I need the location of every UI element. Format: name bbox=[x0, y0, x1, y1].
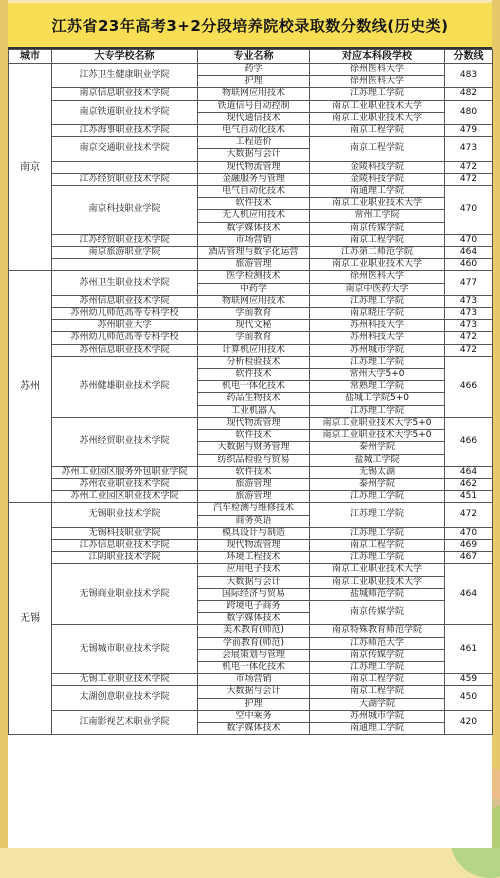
major-cell: 现代物流管理 bbox=[198, 417, 310, 429]
table-row bbox=[9, 417, 493, 429]
college-cell: 苏州工业园区职业技术学院 bbox=[52, 491, 198, 503]
university-cell: 南京工业职业技术大学5+0 bbox=[310, 430, 445, 442]
major-cell: 学前教育(师范) bbox=[198, 637, 310, 649]
table-row bbox=[9, 674, 493, 686]
major-cell: 物联网应用技术 bbox=[198, 295, 310, 307]
university-cell: 江苏理工学院 bbox=[310, 356, 445, 368]
university-cell: 泰州学院 bbox=[310, 442, 445, 454]
university-cell: 江苏理工学院 bbox=[310, 295, 445, 307]
score-cell: 473 bbox=[445, 320, 493, 332]
university-cell: 苏州城市学院 bbox=[310, 710, 445, 722]
score-cell: 472 bbox=[445, 161, 493, 173]
table-row bbox=[9, 539, 493, 551]
major-cell: 大数据与财务管理 bbox=[198, 442, 310, 454]
major-cell: 护理 bbox=[198, 76, 310, 88]
university-cell: 常熟理工学院 bbox=[310, 381, 445, 393]
university-cell: 南京工程学院 bbox=[310, 686, 445, 698]
university-cell: 南京工业职业技术大学 bbox=[310, 198, 445, 210]
major-cell: 药学 bbox=[198, 64, 310, 76]
college-cell: 南京科技职业学院 bbox=[52, 186, 198, 235]
university-cell: 南京传媒学院 bbox=[310, 649, 445, 661]
table-row bbox=[9, 686, 493, 698]
college-cell: 苏州幼儿师范高等专科学校 bbox=[52, 332, 198, 344]
score-cell: 451 bbox=[445, 491, 493, 503]
university-cell: 南通理工学院 bbox=[310, 722, 445, 734]
university-cell: 大湖学院 bbox=[310, 698, 445, 710]
score-cell: 479 bbox=[445, 125, 493, 137]
major-cell: 现代通信技术 bbox=[198, 112, 310, 124]
major-cell: 国际经济与贸易 bbox=[198, 588, 310, 600]
university-cell: 南京工程学院 bbox=[310, 234, 445, 246]
major-cell: 现代文秘 bbox=[198, 320, 310, 332]
university-cell: 徐州医科大学 bbox=[310, 271, 445, 283]
major-cell: 物联网应用技术 bbox=[198, 88, 310, 100]
university-cell: 南京工业职业技术大学 bbox=[310, 100, 445, 112]
college-cell: 南京交通职业技术学院 bbox=[52, 137, 198, 161]
major-cell: 市场营销 bbox=[198, 674, 310, 686]
table-row bbox=[9, 503, 493, 515]
major-cell: 分析检验技术 bbox=[198, 356, 310, 368]
university-cell: 南通理工学院 bbox=[310, 186, 445, 198]
city-cell: 苏州 bbox=[9, 271, 52, 503]
score-cell: 460 bbox=[445, 259, 493, 271]
table-row bbox=[9, 161, 493, 173]
university-cell: 江苏师范大学 bbox=[310, 637, 445, 649]
table-row bbox=[9, 88, 493, 100]
university-cell: 徐州医科大学 bbox=[310, 64, 445, 76]
major-cell: 现代物流管理 bbox=[198, 161, 310, 173]
university-cell: 南京工业职业技术大学 bbox=[310, 576, 445, 588]
college-cell: 苏州经贸职业技术学院 bbox=[52, 417, 198, 466]
major-cell: 软件技术 bbox=[198, 430, 310, 442]
city-cell: 南京 bbox=[9, 64, 52, 271]
score-cell: 464 bbox=[445, 564, 493, 625]
header-major: 专业名称 bbox=[198, 50, 310, 64]
university-cell: 南京工业职业技术大学 bbox=[310, 112, 445, 124]
table-row bbox=[9, 64, 493, 76]
score-cell: 473 bbox=[445, 295, 493, 307]
major-cell: 软件技术 bbox=[198, 198, 310, 210]
major-cell: 现代物流管理 bbox=[198, 539, 310, 551]
table-row bbox=[9, 308, 493, 320]
university-cell: 苏州科技大学 bbox=[310, 332, 445, 344]
major-cell: 模具设计与制造 bbox=[198, 527, 310, 539]
university-cell: 徐州医科大学 bbox=[310, 76, 445, 88]
score-cell: 464 bbox=[445, 466, 493, 478]
city-cell: 无锡 bbox=[9, 503, 52, 735]
major-cell: 酒店管理与数字化运营 bbox=[198, 247, 310, 259]
major-cell: 大数据与会计 bbox=[198, 576, 310, 588]
table-row bbox=[9, 710, 493, 722]
university-cell: 无锡太湖 bbox=[310, 466, 445, 478]
major-cell: 数字媒体技术 bbox=[198, 222, 310, 234]
score-cell: 472 bbox=[445, 503, 493, 527]
table-row bbox=[9, 625, 493, 637]
university-cell: 江苏理工学院 bbox=[310, 552, 445, 564]
college-cell: 苏州信息职业技术学院 bbox=[52, 344, 198, 356]
major-cell: 汽车检测与维修技术 bbox=[198, 503, 310, 515]
university-cell: 南京工业职业技术大学 bbox=[310, 259, 445, 271]
college-cell: 江苏卫生健康职业学院 bbox=[52, 64, 198, 88]
page-title: 江苏省23年高考3+2分段培养院校录取数分数线(历史类) bbox=[8, 3, 492, 49]
major-cell: 环境工程技术 bbox=[198, 552, 310, 564]
table-row bbox=[9, 295, 493, 307]
college-cell: 江苏海事职业技术学院 bbox=[52, 125, 198, 137]
header-university: 对应本科段学校 bbox=[310, 50, 445, 64]
university-cell: 盐城工学院5+0 bbox=[310, 393, 445, 405]
score-cell: 477 bbox=[445, 271, 493, 295]
college-cell: 无锡职业技术学院 bbox=[52, 503, 198, 527]
college-cell bbox=[52, 259, 198, 271]
major-cell: 软件技术 bbox=[198, 369, 310, 381]
college-cell: 江苏信息职业技术学院 bbox=[52, 539, 198, 551]
college-cell: 苏州幼儿师范高等专科学校 bbox=[52, 308, 198, 320]
university-cell: 南京工业职业技术大学5+0 bbox=[310, 417, 445, 429]
university-cell: 盐城工学院 bbox=[310, 454, 445, 466]
university-cell: 南京工程学院 bbox=[310, 674, 445, 686]
major-cell: 美术教育(师范) bbox=[198, 625, 310, 637]
table-row bbox=[9, 478, 493, 490]
score-cell: 466 bbox=[445, 417, 493, 466]
header-city: 城市 bbox=[9, 50, 52, 64]
table-row bbox=[9, 234, 493, 246]
college-cell: 无锡工业职业技术学院 bbox=[52, 674, 198, 686]
college-cell: 南京铁道职业技术学院 bbox=[52, 100, 198, 124]
major-cell: 机电一体化技术 bbox=[198, 661, 310, 673]
major-cell: 应用电子技术 bbox=[198, 564, 310, 576]
header-college: 大专学校名称 bbox=[52, 50, 198, 64]
score-cell: 483 bbox=[445, 64, 493, 88]
university-cell: 江苏理工学院 bbox=[310, 405, 445, 417]
major-cell: 数字媒体技术 bbox=[198, 722, 310, 734]
score-cell: 420 bbox=[445, 710, 493, 734]
table-row bbox=[9, 356, 493, 368]
table-row bbox=[9, 527, 493, 539]
college-cell: 江苏经贸职业技术学院 bbox=[52, 173, 198, 185]
score-cell: 470 bbox=[445, 186, 493, 235]
university-cell: 南京传媒学院 bbox=[310, 600, 445, 624]
college-cell: 太湖创意职业技术学院 bbox=[52, 686, 198, 710]
major-cell: 纺织品检验与贸易 bbox=[198, 454, 310, 466]
table-row bbox=[9, 320, 493, 332]
university-cell: 南京特殊教育师范学院 bbox=[310, 625, 445, 637]
major-cell: 金融服务与管理 bbox=[198, 173, 310, 185]
major-cell: 旅游管理 bbox=[198, 259, 310, 271]
college-cell: 苏州工业园区服务外包职业学院 bbox=[52, 466, 198, 478]
major-cell: 中药学 bbox=[198, 283, 310, 295]
major-cell: 软件技术 bbox=[198, 466, 310, 478]
major-cell: 市场营销 bbox=[198, 234, 310, 246]
table-header-row bbox=[9, 50, 493, 64]
table-row bbox=[9, 344, 493, 356]
score-cell: 469 bbox=[445, 539, 493, 551]
major-cell: 旅游管理 bbox=[198, 478, 310, 490]
major-cell: 空中乘务 bbox=[198, 710, 310, 722]
score-cell: 482 bbox=[445, 88, 493, 100]
university-cell: 常州大学5+0 bbox=[310, 369, 445, 381]
score-cell: 480 bbox=[445, 100, 493, 124]
university-cell: 江苏理工学院 bbox=[310, 661, 445, 673]
score-cell: 472 bbox=[445, 344, 493, 356]
table-row bbox=[9, 552, 493, 564]
university-cell: 苏州科技大学 bbox=[310, 320, 445, 332]
table-row bbox=[9, 491, 493, 503]
table-row bbox=[9, 564, 493, 576]
college-cell: 无锡城市职业技术学院 bbox=[52, 625, 198, 674]
college-cell: 南京旅游职业学院 bbox=[52, 247, 198, 259]
major-cell: 学前教育 bbox=[198, 308, 310, 320]
university-cell: 金陵科技学院 bbox=[310, 173, 445, 185]
university-cell: 南京工程学院 bbox=[310, 539, 445, 551]
score-cell: 461 bbox=[445, 625, 493, 674]
header-score: 分数线 bbox=[445, 50, 493, 64]
major-cell: 药品生物技术 bbox=[198, 393, 310, 405]
table-row bbox=[9, 100, 493, 112]
table-row bbox=[9, 137, 493, 149]
university-cell: 盐城师范学院 bbox=[310, 588, 445, 600]
major-cell: 数字媒体技术 bbox=[198, 613, 310, 625]
score-cell: 466 bbox=[445, 356, 493, 417]
major-cell: 会展策划与管理 bbox=[198, 649, 310, 661]
college-cell: 苏州健雄职业技术学院 bbox=[52, 356, 198, 417]
university-cell: 南京工业职业技术大学 bbox=[310, 564, 445, 576]
score-table bbox=[8, 49, 493, 735]
right-border-decoration bbox=[492, 0, 500, 848]
table-body bbox=[9, 64, 493, 735]
major-cell: 大数据与会计 bbox=[198, 686, 310, 698]
score-cell: 473 bbox=[445, 308, 493, 320]
score-cell: 450 bbox=[445, 686, 493, 710]
university-cell: 江苏第二师范学院 bbox=[310, 247, 445, 259]
table-row bbox=[9, 259, 493, 271]
major-cell: 大数据与会计 bbox=[198, 149, 310, 161]
score-cell: 470 bbox=[445, 234, 493, 246]
college-cell bbox=[52, 161, 198, 173]
university-cell: 南京工程学院 bbox=[310, 137, 445, 161]
score-cell: 462 bbox=[445, 478, 493, 490]
table-row bbox=[9, 125, 493, 137]
university-cell: 江苏理工学院 bbox=[310, 88, 445, 100]
college-cell: 南京信息职业技术学院 bbox=[52, 88, 198, 100]
table-row bbox=[9, 271, 493, 283]
university-cell: 江苏理工学院 bbox=[310, 491, 445, 503]
major-cell: 工业机器人 bbox=[198, 405, 310, 417]
college-cell: 江苏经贸职业技术学院 bbox=[52, 234, 198, 246]
score-cell: 472 bbox=[445, 173, 493, 185]
university-cell: 金陵科技学院 bbox=[310, 161, 445, 173]
score-cell: 472 bbox=[445, 332, 493, 344]
major-cell: 学前教育 bbox=[198, 332, 310, 344]
major-cell: 旅游管理 bbox=[198, 491, 310, 503]
major-cell: 护理 bbox=[198, 698, 310, 710]
college-cell: 苏州农业职业技术学院 bbox=[52, 478, 198, 490]
table-row bbox=[9, 466, 493, 478]
table-row bbox=[9, 173, 493, 185]
college-cell: 无锡科技职业学院 bbox=[52, 527, 198, 539]
college-cell: 苏州职业大学 bbox=[52, 320, 198, 332]
college-cell: 苏州信息职业技术学院 bbox=[52, 295, 198, 307]
college-cell: 江阴职业技术学院 bbox=[52, 552, 198, 564]
score-cell: 459 bbox=[445, 674, 493, 686]
university-cell: 常州工学院 bbox=[310, 210, 445, 222]
major-cell: 商务英语 bbox=[198, 515, 310, 527]
college-cell: 无锡商业职业技术学院 bbox=[52, 564, 198, 625]
university-cell: 南京传媒学院 bbox=[310, 222, 445, 234]
college-cell: 江南影视艺术职业学院 bbox=[52, 710, 198, 734]
university-cell: 苏州城市学院 bbox=[310, 344, 445, 356]
major-cell: 医学检测技术 bbox=[198, 271, 310, 283]
major-cell: 无人机应用技术 bbox=[198, 210, 310, 222]
table-row bbox=[9, 332, 493, 344]
university-cell: 江苏理工学院 bbox=[310, 503, 445, 527]
university-cell: 南京中医药大学 bbox=[310, 283, 445, 295]
major-cell: 电气自动化技术 bbox=[198, 125, 310, 137]
left-border-decoration bbox=[0, 0, 8, 848]
major-cell: 铁道信号自动控制 bbox=[198, 100, 310, 112]
university-cell: 泰州学院 bbox=[310, 478, 445, 490]
score-cell: 473 bbox=[445, 137, 493, 161]
university-cell: 江苏理工学院 bbox=[310, 527, 445, 539]
major-cell: 电气自动化技术 bbox=[198, 186, 310, 198]
major-cell: 计算机应用技术 bbox=[198, 344, 310, 356]
major-cell: 跨境电子商务 bbox=[198, 600, 310, 612]
score-cell: 470 bbox=[445, 527, 493, 539]
major-cell: 工程造价 bbox=[198, 137, 310, 149]
table-row bbox=[9, 186, 493, 198]
score-cell: 464 bbox=[445, 247, 493, 259]
table-row bbox=[9, 247, 493, 259]
university-cell: 南京晓庄学院 bbox=[310, 308, 445, 320]
university-cell: 南京工程学院 bbox=[310, 125, 445, 137]
score-cell: 467 bbox=[445, 552, 493, 564]
college-cell: 苏州卫生职业技术学院 bbox=[52, 271, 198, 295]
major-cell: 机电一体化技术 bbox=[198, 381, 310, 393]
